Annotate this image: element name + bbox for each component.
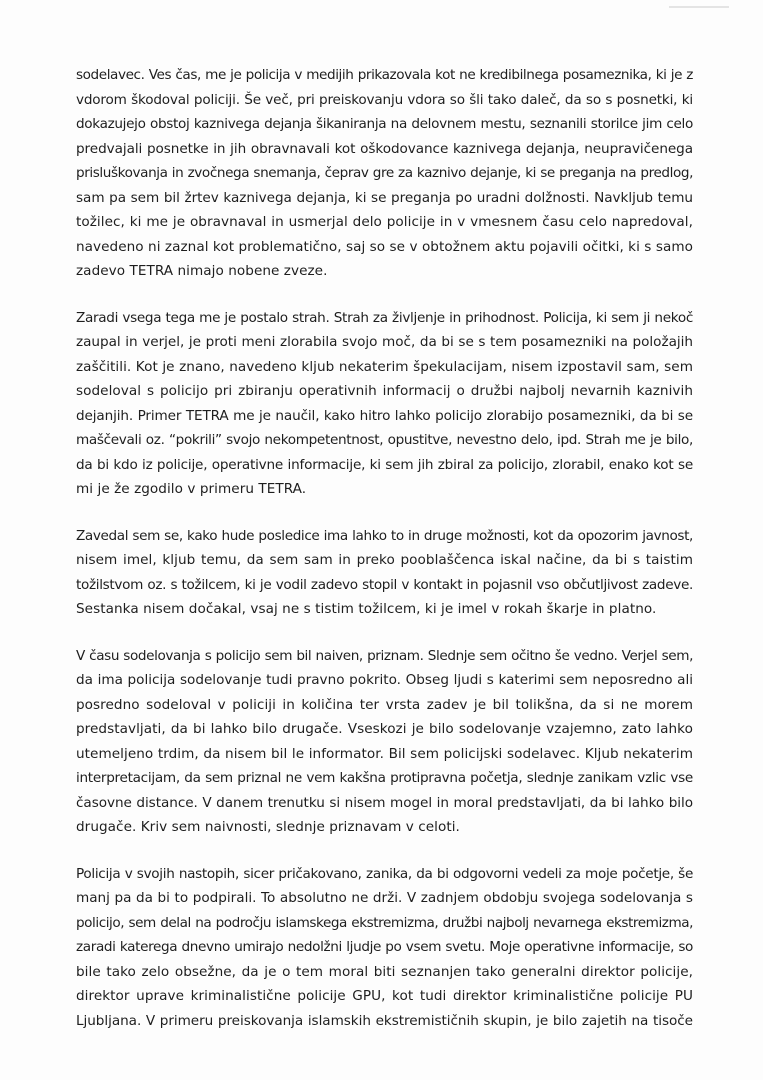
text-line: interpretacijam, da sem priznal ne vem kakšna protipravna početja, slednje zanikam vzlic vse: [76, 770, 693, 786]
text-line: dejanjih. Primer TETRA me je naučil, kako hitro lahko policijo zlorabijo posamezniki, da bi se: [76, 407, 693, 424]
text-line: sodeloval s policijo pri zbiranju operativnih informacij o družbi najbolj nevarnih kaznivih: [76, 383, 693, 399]
scan-edge-mark: [669, 6, 729, 8]
paragraph-5: [76, 862, 693, 1034]
text-line: da bi kdo iz policije, operativne informacije, ki sem jih zbiral za policijo, zlorabil, enako kot se: [76, 456, 693, 473]
text-line: Sestanka nisem dočakal, vsaj ne s tistim tožilcem, ki je imel v rokah škarje in platno.: [76, 601, 657, 617]
text-line: drugače. Kriv sem naivnosti, slednje priznavam v celoti.: [76, 819, 460, 835]
text-line: mi je že zgodilo v primeru TETRA.: [76, 481, 307, 497]
text-line: sam pa sem bil žrtev kaznivega dejanja, ki se preganja po uradni dolžnosti. Navkljub temu: [76, 189, 693, 206]
text-line: da ima policija sodelovanje tudi pravno pokrito. Obseg ljudi s katerimi sem neposredno ali: [76, 672, 693, 688]
paragraph-gap: [76, 840, 693, 862]
text-line: policijo, sem delal na področju islamskega ekstremizma, družbi najbolj nevarnega ekstremizma,: [76, 914, 693, 931]
text-line: navedeno ni zaznal kot problematično, saj so se v obtožnem aktu pojavili očitki, ki s samo: [76, 238, 693, 255]
text-line: dokazujejo obstoj kaznivega dejanja šikaniranja na delovnem mestu, seznanili storilce jim celo: [76, 116, 693, 132]
text-line: Zaradi vsega tega me je postalo strah. Strah za življenje in prihodnost. Policija, ki sem ji nekoč: [76, 309, 693, 326]
paragraph-gap: [76, 284, 693, 306]
text-line: Ljubljana. V primeru preiskovanja islamskih ekstremističnih skupin, je bilo zajetih na tisoče: [76, 1012, 693, 1029]
paragraph-gap: [76, 502, 693, 524]
text-line: V času sodelovanja s policijo sem bil naiven, priznam. Slednje sem očitno še vedno. Verjel sem,: [76, 647, 693, 664]
text-line: nisem imel, kljub temu, da sem sam in preko pooblaščenca iskal načine, da bi s taistim: [76, 552, 693, 568]
paragraph-3: [76, 524, 693, 622]
text-line: tožilec, ki me je obravnaval in usmerjal delo policije in v vmesnem času celo napredoval,: [76, 214, 693, 230]
text-line: zaščitili. Kot je znano, navedeno kljub nekaterim špekulacijam, nisem izpostavil sam, sem: [76, 358, 693, 375]
text-line: Zavedal sem se, kako hude posledice ima lahko to in druge možnosti, kot da opozorim javnost,: [76, 527, 693, 544]
text-line: zaradi katerega dnevno umirajo nedolžni ljudje po vsem svetu. Moje operativne informacije, so: [76, 939, 693, 955]
text-line: utemeljeno trdim, da nisem bil le informator. Bil sem policijski sodelavec. Kljub nekaterim: [76, 745, 693, 762]
document-body: [76, 63, 693, 1033]
text-line: maščevali oz. “pokrili” svojo nekompetentnost, opustitve, nevestno delo, ipd. Strah me je bilo,: [76, 432, 693, 448]
text-line: tožilstvom oz. s tožilcem, ki je vodil zadevo stopil v kontakt in pojasnil vso občutljivost zadeve.: [76, 576, 693, 593]
paragraph-1: [76, 63, 693, 284]
text-line: zaupal in verjel, je proti meni zlorabila svojo moč, da bi se s tem posamezniki na položajih: [76, 334, 693, 350]
text-line: vdorom škodoval policiji. Še več, pri preiskovanju vdora so šli tako daleč, da so s posnetki, ki: [76, 91, 693, 108]
text-line: zadevo TETRA nimajo nobene zveze.: [76, 263, 328, 279]
text-line: predstavljati, da bi lahko bilo drugače. Vseskozi je bilo sodelovanje vzajemno, zato lahko: [76, 721, 693, 737]
paragraph-4: [76, 644, 693, 840]
text-line: Policija v svojih nastopih, sicer pričakovano, zanika, da bi odgovorni vedeli za moje početje, še: [76, 865, 693, 882]
text-line: manj pa da bi to podpirali. To absolutno ne drži. V zadnjem obdobju svojega sodelovanja s: [76, 890, 693, 906]
text-line: časovne distance. V danem trenutku si nisem mogel in moral predstavljati, da bi lahko bilo: [76, 794, 693, 811]
text-line: prisluškovanja in zvočnega snemanja, čeprav gre za kaznivo dejanje, ki se preganja na predlog,: [76, 165, 693, 181]
text-line: sodelavec. Ves čas, me je policija v medijih prikazovala kot ne kredibilnega posameznika, ki je z: [76, 67, 693, 83]
paragraph-2: [76, 306, 693, 502]
text-line: bile tako zelo obsežne, da je o tem moral biti seznanjen tako generalni direktor policije,: [76, 963, 693, 980]
text-line: predvajali posnetke in jih obravnavali kot oškodovance kaznivega dejanja, neupravičenega: [76, 140, 693, 157]
paragraph-gap: [76, 622, 693, 644]
text-line: posredno sodeloval v policiji in količina ter vrsta zadev je bil tolikšna, da si ne morem: [76, 696, 693, 713]
text-line: direktor uprave kriminalistične policije GPU, kot tudi direktor kriminalistične policije PU: [76, 988, 693, 1004]
